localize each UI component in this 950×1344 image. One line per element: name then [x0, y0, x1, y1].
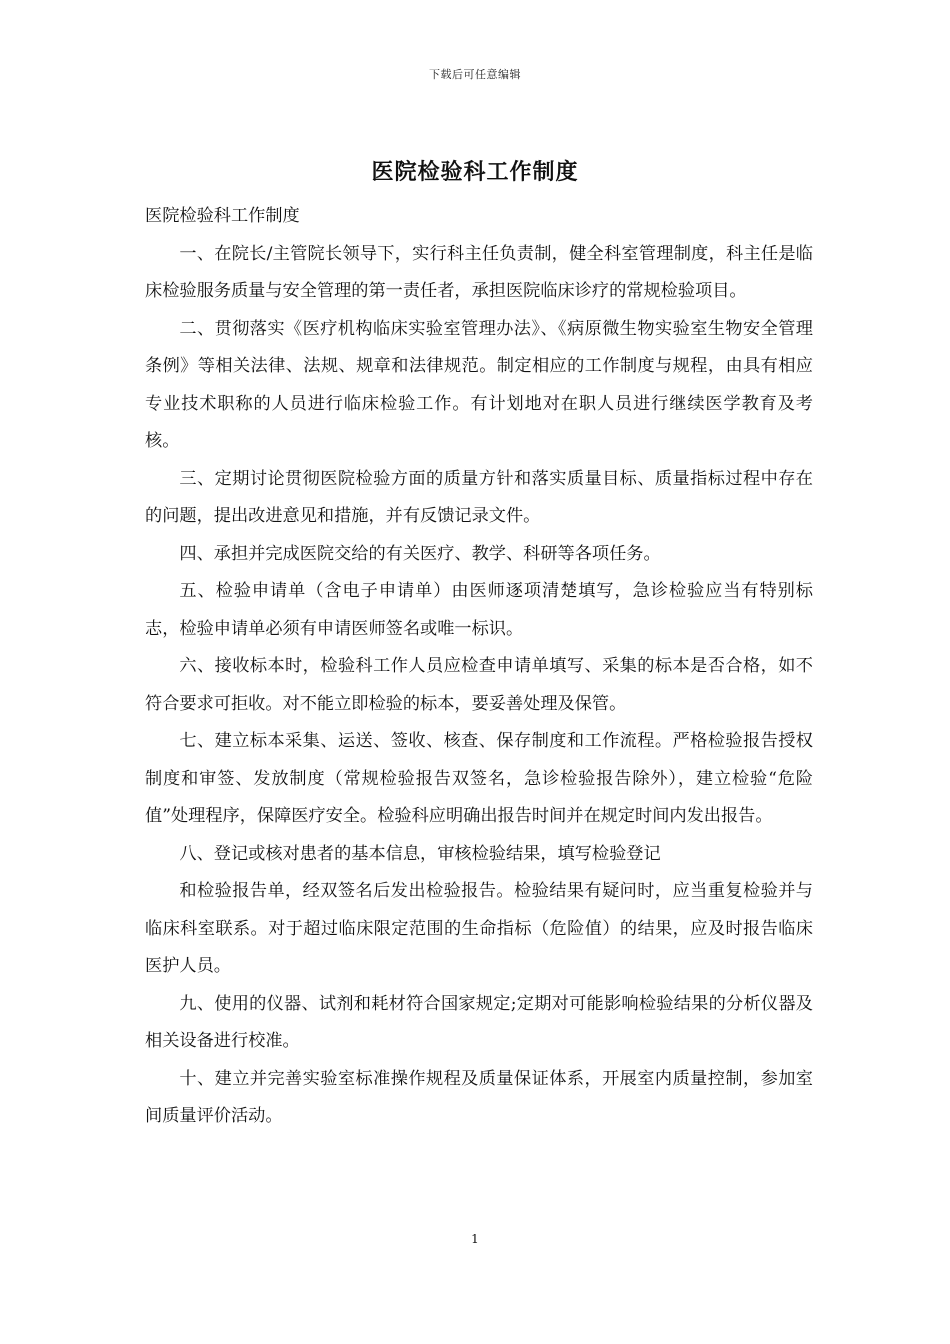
- header-note: 下载后可任意编辑: [429, 68, 521, 81]
- paragraph-10: 十、建立并完善实验室标准操作规程及质量保证体系，开展室内质量控制，参加室间质量评价活动。: [145, 1068, 813, 1126]
- paragraph-4: 四、承担并完成医院交给的有关医疗、教学、科研等各项任务。: [179, 543, 661, 564]
- paragraph-8: 八、登记或核对患者的基本信息，审核检验结果，填写检验登记: [179, 843, 661, 864]
- paragraph-7: 七、建立标本采集、运送、签收、核查、保存制度和工作流程。严格检验报告授权制度和审签、发放制度（常规检验报告双签名，急诊检验报告除外），建立检验“危险值”处理程序，保障医疗安全。检验科应明确出报告时间并在规定时间内发出报告。: [145, 731, 813, 826]
- page-number: 1: [471, 1232, 479, 1246]
- paragraph-1: 一、在院长/主管院长领导下，实行科主任负责制，健全科室管理制度，科主任是临床检验服务质量与安全管理的第一责任者，承担医院临床诊疗的常规检验项目。: [145, 243, 813, 301]
- paragraph-3: 三、定期讨论贯彻医院检验方面的质量方针和落实质量目标、质量指标过程中存在的问题，提出改进意见和措施，并有反馈记录文件。: [145, 468, 813, 526]
- document-title: 医院检验科工作制度: [371, 159, 579, 185]
- paragraph-9: 九、使用的仪器、试剂和耗材符合国家规定;定期对可能影响检验结果的分析仪器及相关设备进行校准。: [145, 993, 813, 1051]
- paragraph-6: 六、接收标本时，检验科工作人员应检查申请单填写、采集的标本是否合格，如不符合要求可拒收。对不能立即检验的标本，要妥善处理及保管。: [145, 656, 813, 714]
- paragraph-5: 五、检验申请单（含电子申请单）由医师逐项清楚填写，急诊检验应当有特别标志，检验申请单必须有申请医师签名或唯一标识。: [145, 581, 813, 639]
- paragraph-8-continued: 和检验报告单，经双签名后发出检验报告。检验结果有疑问时，应当重复检验并与临床科室联系。对于超过临床限定范围的生命指标（危险值）的结果，应及时报告临床医护人员。: [145, 881, 813, 976]
- document-subtitle: 医院检验科工作制度: [145, 206, 300, 226]
- document-body: [145, 198, 813, 1136]
- paragraph-2: 二、贯彻落实《医疗机构临床实验室管理办法》、《病原微生物实验室生物安全管理条例》等相关法律、法规、规章和法律规范。制定相应的工作制度与规程，由具有相应专业技术职称的人员进行临床检验工作。有计划地对在职人员进行继续医学教育及考核。: [145, 318, 813, 451]
